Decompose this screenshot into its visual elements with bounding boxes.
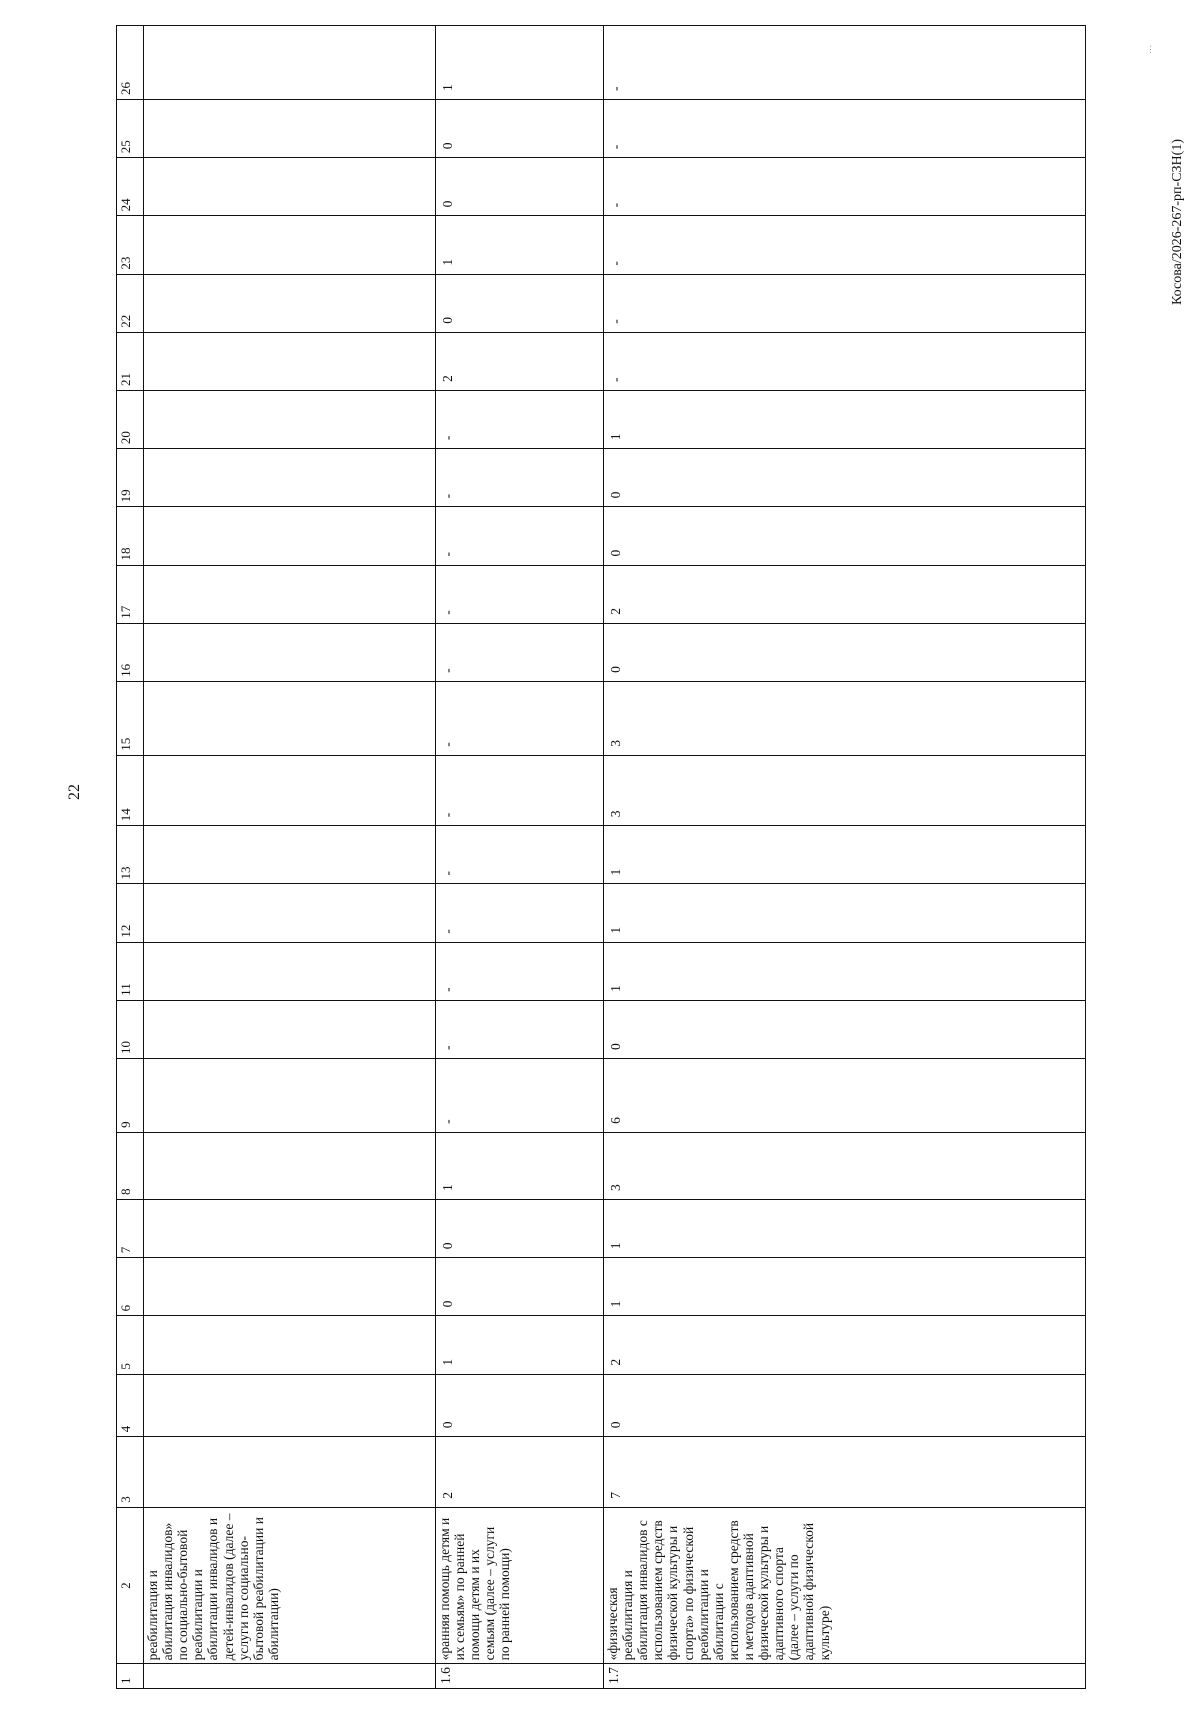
table-cell [144, 100, 436, 158]
column-header: 10 [117, 1000, 144, 1058]
table-cell [144, 565, 436, 623]
table-cell [144, 1000, 436, 1058]
table-cell: - [604, 332, 1086, 390]
table-cell [144, 623, 436, 681]
table-cell: 0 [604, 507, 1086, 565]
table-cell [144, 274, 436, 332]
row-code [144, 1664, 436, 1689]
corner-mark: ⋮ [1146, 44, 1155, 54]
table-cell [144, 1437, 436, 1508]
row-code: 1.7 [604, 1664, 1086, 1689]
table-cell [144, 1132, 436, 1199]
table-cell [144, 1374, 436, 1437]
row-name: «физическая реабилитация и абилитация инвалидов с использованием средств физической культуры и спорта» по физической реабилитации и абилитации с использованием средств и методов адаптивной физической культуры и адаптивного спорта (далее – услуги по адаптивной физической культуре) [604, 1507, 1086, 1664]
table-cell [144, 26, 436, 100]
table-cell [144, 1258, 436, 1316]
table-cell: 1 [436, 1132, 604, 1199]
column-header: 18 [117, 507, 144, 565]
column-header: 23 [117, 216, 144, 274]
table-cell: 2 [436, 1437, 604, 1508]
column-header: 6 [117, 1258, 144, 1316]
column-header: 3 [117, 1437, 144, 1508]
table-row [604, 26, 1086, 1689]
table-cell: 2 [604, 565, 1086, 623]
table-cell [144, 942, 436, 1000]
table-cell: 0 [436, 158, 604, 216]
data-table [116, 25, 1086, 1689]
table-cell: 3 [604, 681, 1086, 755]
document-code: Косова/2026-267-рп-СЗН(1) [1170, 139, 1185, 305]
table-cell [144, 755, 436, 826]
table-row [436, 26, 604, 1689]
column-header: 25 [117, 100, 144, 158]
table-cell: 1 [604, 390, 1086, 448]
table-cell: 1 [604, 942, 1086, 1000]
table-cell [144, 1059, 436, 1133]
table-cell: - [436, 942, 604, 1000]
page-number: 22 [66, 784, 83, 800]
column-header: 11 [117, 942, 144, 1000]
row-name: реабилитация и абилитация инвалидов» по социально-бытовой реабилитации и абилитации инвалидов и детей-инвалидов (далее – услуги по социально-бытовой реабилитации и абилитации) [144, 1507, 436, 1664]
table-cell: - [436, 755, 604, 826]
table-cell: - [436, 681, 604, 755]
column-header: 17 [117, 565, 144, 623]
column-header: 4 [117, 1374, 144, 1437]
table-cell: 0 [604, 449, 1086, 507]
table-cell: 0 [436, 1200, 604, 1258]
table-cell: 0 [436, 1258, 604, 1316]
table-cell [144, 826, 436, 884]
table-cell [144, 449, 436, 507]
table-cell: 6 [604, 1059, 1086, 1133]
header-row [117, 26, 144, 1689]
table-row [144, 26, 436, 1689]
table-cell: 0 [604, 1000, 1086, 1058]
column-header: 24 [117, 158, 144, 216]
table-cell [144, 507, 436, 565]
table-cell: 1 [604, 1200, 1086, 1258]
table-cell: 0 [436, 274, 604, 332]
table-cell: 0 [604, 1374, 1086, 1437]
table-cell: 0 [436, 1374, 604, 1437]
table-cell: 2 [604, 1316, 1086, 1374]
table-cell: - [436, 1000, 604, 1058]
table-cell [144, 884, 436, 942]
table-cell: 1 [604, 1258, 1086, 1316]
column-header: 12 [117, 884, 144, 942]
column-header: 7 [117, 1200, 144, 1258]
column-header: 5 [117, 1316, 144, 1374]
table-cell: 1 [436, 1316, 604, 1374]
data-table-rotated [116, 25, 1086, 1689]
column-header: 9 [117, 1059, 144, 1133]
column-header: 19 [117, 449, 144, 507]
table-cell: - [436, 826, 604, 884]
table-cell [144, 216, 436, 274]
table-cell: 2 [436, 332, 604, 390]
column-header: 14 [117, 755, 144, 826]
row-name: «ранняя помощь детям и их семьям» по ранней помощи детям и их семьям (далее – услуги по ранней помощи) [436, 1507, 604, 1664]
table-cell: - [436, 1059, 604, 1133]
row-code: 1.6 [436, 1664, 604, 1689]
column-header: 1 [117, 1664, 144, 1689]
table-cell [144, 390, 436, 448]
column-header: 15 [117, 681, 144, 755]
column-header: 16 [117, 623, 144, 681]
table-cell [144, 1316, 436, 1374]
table-cell: 1 [436, 216, 604, 274]
column-header: 22 [117, 274, 144, 332]
table-cell: 3 [604, 755, 1086, 826]
table-cell [144, 1200, 436, 1258]
column-header: 13 [117, 826, 144, 884]
column-header: 2 [117, 1507, 144, 1664]
column-header: 26 [117, 26, 144, 100]
table-cell: 1 [436, 26, 604, 100]
table-cell: - [436, 449, 604, 507]
table-cell: 0 [604, 623, 1086, 681]
column-header: 20 [117, 390, 144, 448]
table-cell: - [604, 100, 1086, 158]
table-cell: - [436, 507, 604, 565]
table-cell: - [436, 390, 604, 448]
table-cell: - [436, 565, 604, 623]
column-header: 8 [117, 1132, 144, 1199]
table-cell [144, 681, 436, 755]
table-cell [144, 332, 436, 390]
table-cell: - [604, 26, 1086, 100]
table-cell [144, 158, 436, 216]
table-cell: - [604, 274, 1086, 332]
table-cell: 1 [604, 884, 1086, 942]
table-cell: - [436, 623, 604, 681]
table-cell: 7 [604, 1437, 1086, 1508]
table-cell: - [604, 158, 1086, 216]
table-cell: 0 [436, 100, 604, 158]
table-cell: - [436, 884, 604, 942]
table-cell: - [604, 216, 1086, 274]
column-header: 21 [117, 332, 144, 390]
table-cell: 3 [604, 1132, 1086, 1199]
table-cell: 1 [604, 826, 1086, 884]
